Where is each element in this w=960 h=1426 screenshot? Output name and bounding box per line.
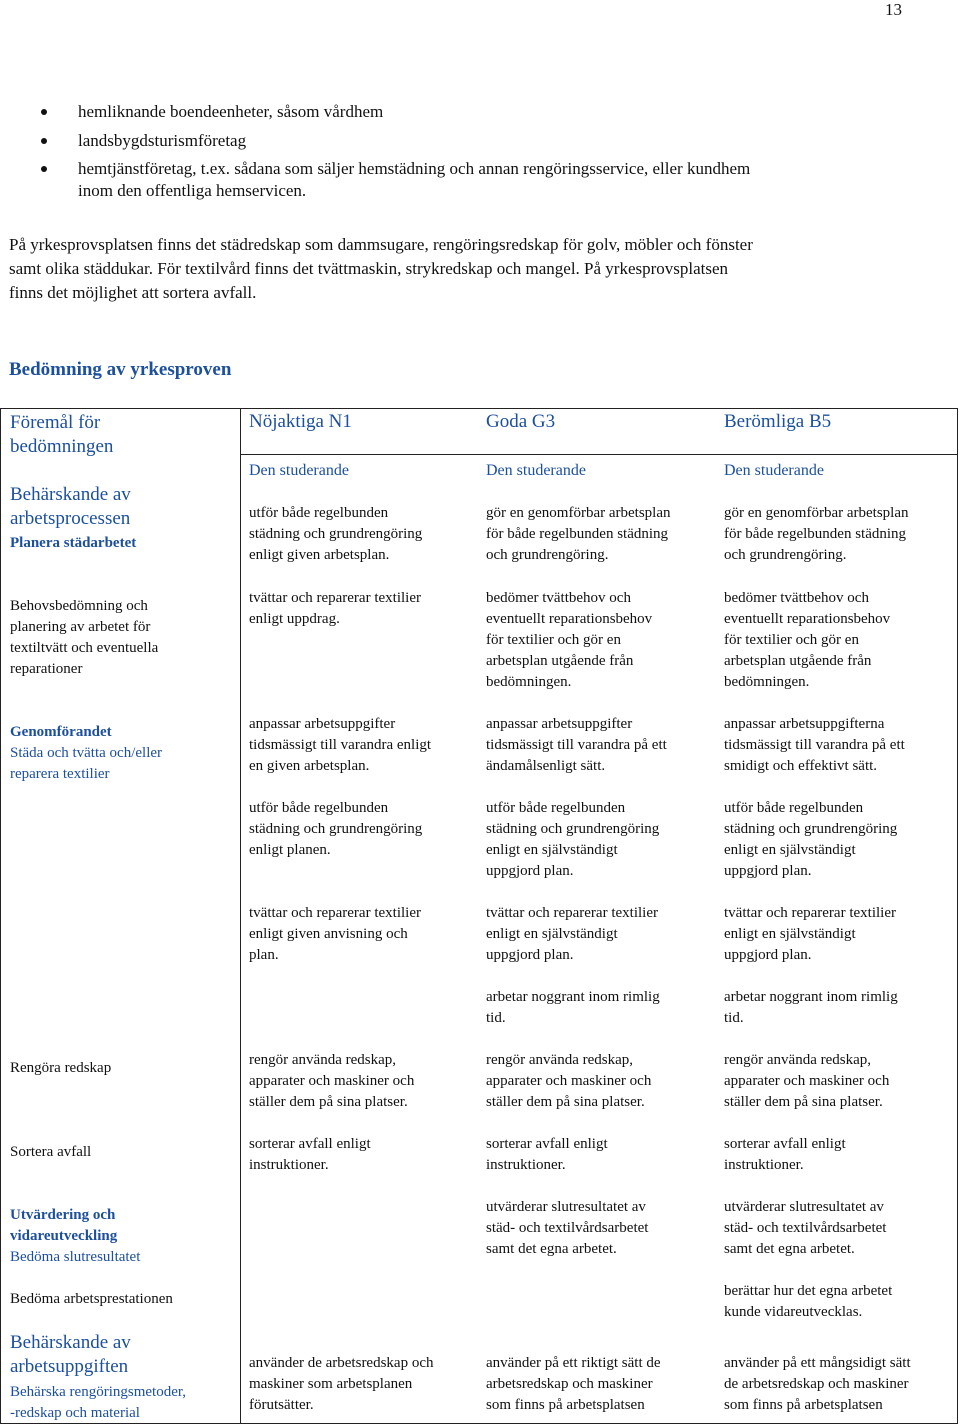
bullet-item bbox=[0, 101, 960, 130]
task-b5: använder på ett mångsidigt sätt de arbetsredskap och maskiner som finns på arbetsplatsen bbox=[724, 1355, 911, 1413]
task-g3: använder på ett riktigt sätt de arbetsredskap och maskiner som finns på arbetsplatsen bbox=[486, 1355, 661, 1413]
bullet-icon bbox=[41, 166, 47, 172]
needs-b5: bedömer tvättbehov och eventuellt reparationsbehov för textilier och gör en arbetsplan utgående från bedömningen. bbox=[724, 590, 891, 690]
intro-line: På yrkesprovsplatsen finns det städredskap som dammsugare, rengöringsredskap för golv, möbler och fönster bbox=[9, 235, 753, 254]
eval-b5: utvärderar slutresultatet av städ- och textilvårdsarbetet samt det egna arbetet. bbox=[724, 1199, 887, 1257]
process-title: Behärskande av arbetsprocessen bbox=[10, 484, 131, 529]
needs-n1: tvättar och reparerar textilier enligt uppdrag. bbox=[249, 590, 421, 627]
eval-g3: utvärderar slutresultatet av städ- och textilvårdsarbetet samt det egna arbetet. bbox=[486, 1199, 649, 1257]
sort-b5: sorterar avfall enligt instruktioner. bbox=[724, 1136, 846, 1173]
exec-title: Genomförandet bbox=[10, 724, 112, 740]
bullet-text: hemtjänstföretag, t.ex. sådana som säljer hemstädning och annan rengöringsservice, eller kundhem bbox=[78, 159, 751, 178]
exec3-n1: tvättar och reparerar textilier enligt given anvisning och plan. bbox=[249, 905, 421, 963]
header-object: Föremål för bedömningen bbox=[10, 412, 114, 457]
exec-label: Städa och tvätta och/eller reparera textilier bbox=[10, 745, 163, 782]
intro-paragraph bbox=[9, 233, 960, 305]
exec3-b5: tvättar och reparerar textilier enligt en självständigt uppgjord plan. bbox=[724, 905, 896, 963]
assessment-table bbox=[0, 408, 958, 1424]
task-n1: använder de arbetsredskap och maskiner som arbetsplanen förutsätter. bbox=[249, 1355, 434, 1413]
header-student-n1: Den studerande bbox=[249, 462, 349, 479]
section-title: Bedömning av yrkesproven bbox=[9, 359, 232, 380]
exec2-g3: utför både regelbunden städning och grundrengöring enligt en självständigt uppgjord plan. bbox=[486, 800, 660, 879]
exec3-g3: tvättar och reparerar textilier enligt en självständigt uppgjord plan. bbox=[486, 905, 658, 963]
needs-label: Behovsbedömning och planering av arbetet för textiltvätt och eventuella reparationer bbox=[10, 598, 159, 677]
task-label: Behärska rengöringsmetoder, -redskap och material bbox=[10, 1384, 187, 1421]
bullet-item bbox=[0, 158, 960, 202]
bullet-text: landsbygdsturismföretag bbox=[78, 131, 247, 150]
eval-title: Utvärdering och vidareutveckling bbox=[10, 1207, 118, 1244]
page-number: 13 bbox=[885, 0, 902, 19]
bullet-icon bbox=[41, 109, 47, 115]
intro-line: finns det möjlighet att sortera avfall. bbox=[9, 283, 257, 302]
intro-line: samt olika städdukar. För textilvård finns det tvättmaskin, strykredskap och mangel. På yrkesprovsplatsen bbox=[9, 259, 729, 278]
perf-label: Bedöma arbetsprestationen bbox=[10, 1291, 173, 1307]
exec2-n1: utför både regelbunden städning och grundrengöring enligt planen. bbox=[249, 800, 423, 858]
exec1-g3: anpassar arbetsuppgifter tidsmässigt till varandra på ett ändamålsenligt sätt. bbox=[486, 716, 667, 774]
clean-g3: rengör använda redskap, apparater och maskiner och ställer dem på sina platser. bbox=[486, 1052, 652, 1110]
plan-b5: gör en genomförbar arbetsplan för både regelbunden städning och grundrengöring. bbox=[724, 505, 909, 563]
bullet-text-continued: inom den offentliga hemservicen. bbox=[78, 181, 307, 200]
plan-label: Planera städarbetet bbox=[10, 535, 137, 551]
exec4-b5: arbetar noggrant inom rimlig tid. bbox=[724, 989, 898, 1026]
column-divider bbox=[240, 409, 241, 1423]
header-divider bbox=[240, 454, 957, 455]
clean-label: Rengöra redskap bbox=[10, 1060, 112, 1076]
task-title: Behärskande av arbetsuppgiften bbox=[10, 1332, 131, 1377]
eval-label: Bedöma slutresultatet bbox=[10, 1249, 141, 1265]
bullet-item bbox=[0, 130, 960, 158]
exec2-b5: utför både regelbunden städning och grundrengöring enligt en självständigt uppgjord plan. bbox=[724, 800, 898, 879]
sort-n1: sorterar avfall enligt instruktioner. bbox=[249, 1136, 371, 1173]
header-g3: Goda G3 bbox=[486, 411, 556, 432]
perf-b5: berättar hur det egna arbetet kunde vidareutvecklas. bbox=[724, 1283, 893, 1320]
needs-g3: bedömer tvättbehov och eventuellt reparationsbehov för textilier och gör en arbetsplan utgående från bedömningen. bbox=[486, 590, 653, 690]
plan-g3: gör en genomförbar arbetsplan för både regelbunden städning och grundrengöring. bbox=[486, 505, 671, 563]
clean-b5: rengör använda redskap, apparater och maskiner och ställer dem på sina platser. bbox=[724, 1052, 890, 1110]
clean-n1: rengör använda redskap, apparater och maskiner och ställer dem på sina platser. bbox=[249, 1052, 415, 1110]
header-student-g3: Den studerande bbox=[486, 462, 586, 479]
bullet-text: hemliknande boendeenheter, såsom vårdhem bbox=[78, 102, 384, 121]
header-b5: Berömliga B5 bbox=[724, 411, 832, 432]
bullet-list bbox=[0, 101, 960, 202]
header-student-b5: Den studerande bbox=[724, 462, 824, 479]
header-n1: Nöjaktiga N1 bbox=[249, 411, 352, 432]
bullet-icon bbox=[41, 138, 47, 144]
exec1-b5: anpassar arbetsuppgifterna tidsmässigt till varandra på ett smidigt och effektivt sätt. bbox=[724, 716, 905, 774]
plan-n1: utför både regelbunden städning och grundrengöring enligt given arbetsplan. bbox=[249, 505, 423, 563]
exec4-g3: arbetar noggrant inom rimlig tid. bbox=[486, 989, 660, 1026]
exec1-n1: anpassar arbetsuppgifter tidsmässigt till varandra enligt en given arbetsplan. bbox=[249, 716, 432, 774]
sort-label: Sortera avfall bbox=[10, 1144, 92, 1160]
sort-g3: sorterar avfall enligt instruktioner. bbox=[486, 1136, 608, 1173]
